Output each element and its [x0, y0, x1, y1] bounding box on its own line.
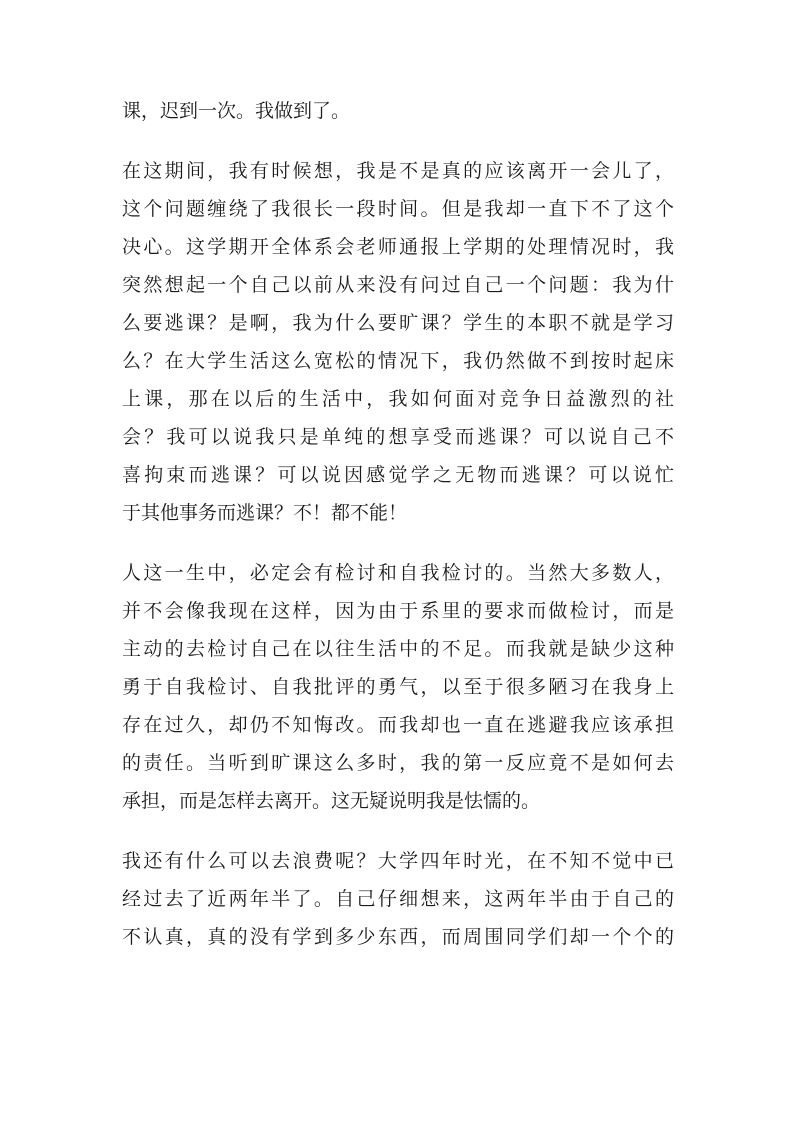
text-line: 勇于自我检讨、自我批评的勇气，以至于很多陋习在我身上	[122, 676, 674, 698]
text-line: 我还有什么可以去浪费呢？大学四年时光，在不知不觉中已	[122, 850, 674, 872]
document-page	[122, 92, 674, 956]
text-line: 会？我可以说我只是单纯的想享受而逃课？可以说自己不	[122, 426, 674, 448]
text-line: 课，迟到一次。我做到了。	[122, 100, 351, 122]
text-line: 并不会像我现在这样，因为由于系里的要求而做检讨，而是	[122, 600, 674, 622]
text-line: 决心。这学期开全体系会老师通报上学期的处理情况时，我	[122, 236, 674, 258]
text-line: 在这期间，我有时候想，我是不是真的应该离开一会儿了，	[122, 160, 674, 182]
text-line: 突然想起一个自己以前从来没有问过自己一个问题：我为什	[122, 274, 674, 296]
text-line: 的责任。当听到旷课这么多时，我的第一反应竟不是如何去	[122, 752, 674, 774]
text-line: 经过去了近两年半了。自己仔细想来，这两年半由于自己的	[122, 888, 674, 910]
text-line: 不认真，真的没有学到多少东西，而周围同学们却一个个的	[122, 926, 674, 948]
paragraph-1	[122, 92, 674, 130]
text-line: 主动的去检讨自己在以往生活中的不足。而我就是缺少这种	[122, 638, 674, 660]
text-line: 于其他事务而逃课？不！都不能！	[122, 502, 408, 524]
text-line: 喜拘束而逃课？可以说因感觉学之无物而逃课？可以说忙	[122, 464, 674, 486]
text-line: 人这一生中，必定会有检讨和自我检讨的。当然大多数人，	[122, 562, 674, 584]
paragraph-4	[122, 842, 674, 956]
text-line: 这个问题缠绕了我很长一段时间。但是我却一直下不了这个	[122, 198, 674, 220]
text-line: 么要逃课？是啊，我为什么要旷课？学生的本职不就是学习	[122, 312, 674, 334]
text-line: 承担，而是怎样去离开。这无疑说明我是怯懦的。	[122, 790, 541, 812]
text-line: 上课，那在以后的生活中，我如何面对竞争日益激烈的社	[122, 388, 674, 410]
text-line: 么？在大学生活这么宽松的情况下，我仍然做不到按时起床	[122, 350, 674, 372]
text-line: 存在过久，却仍不知悔改。而我却也一直在逃避我应该承担	[122, 714, 674, 736]
paragraph-3	[122, 554, 674, 820]
paragraph-2	[122, 152, 674, 532]
